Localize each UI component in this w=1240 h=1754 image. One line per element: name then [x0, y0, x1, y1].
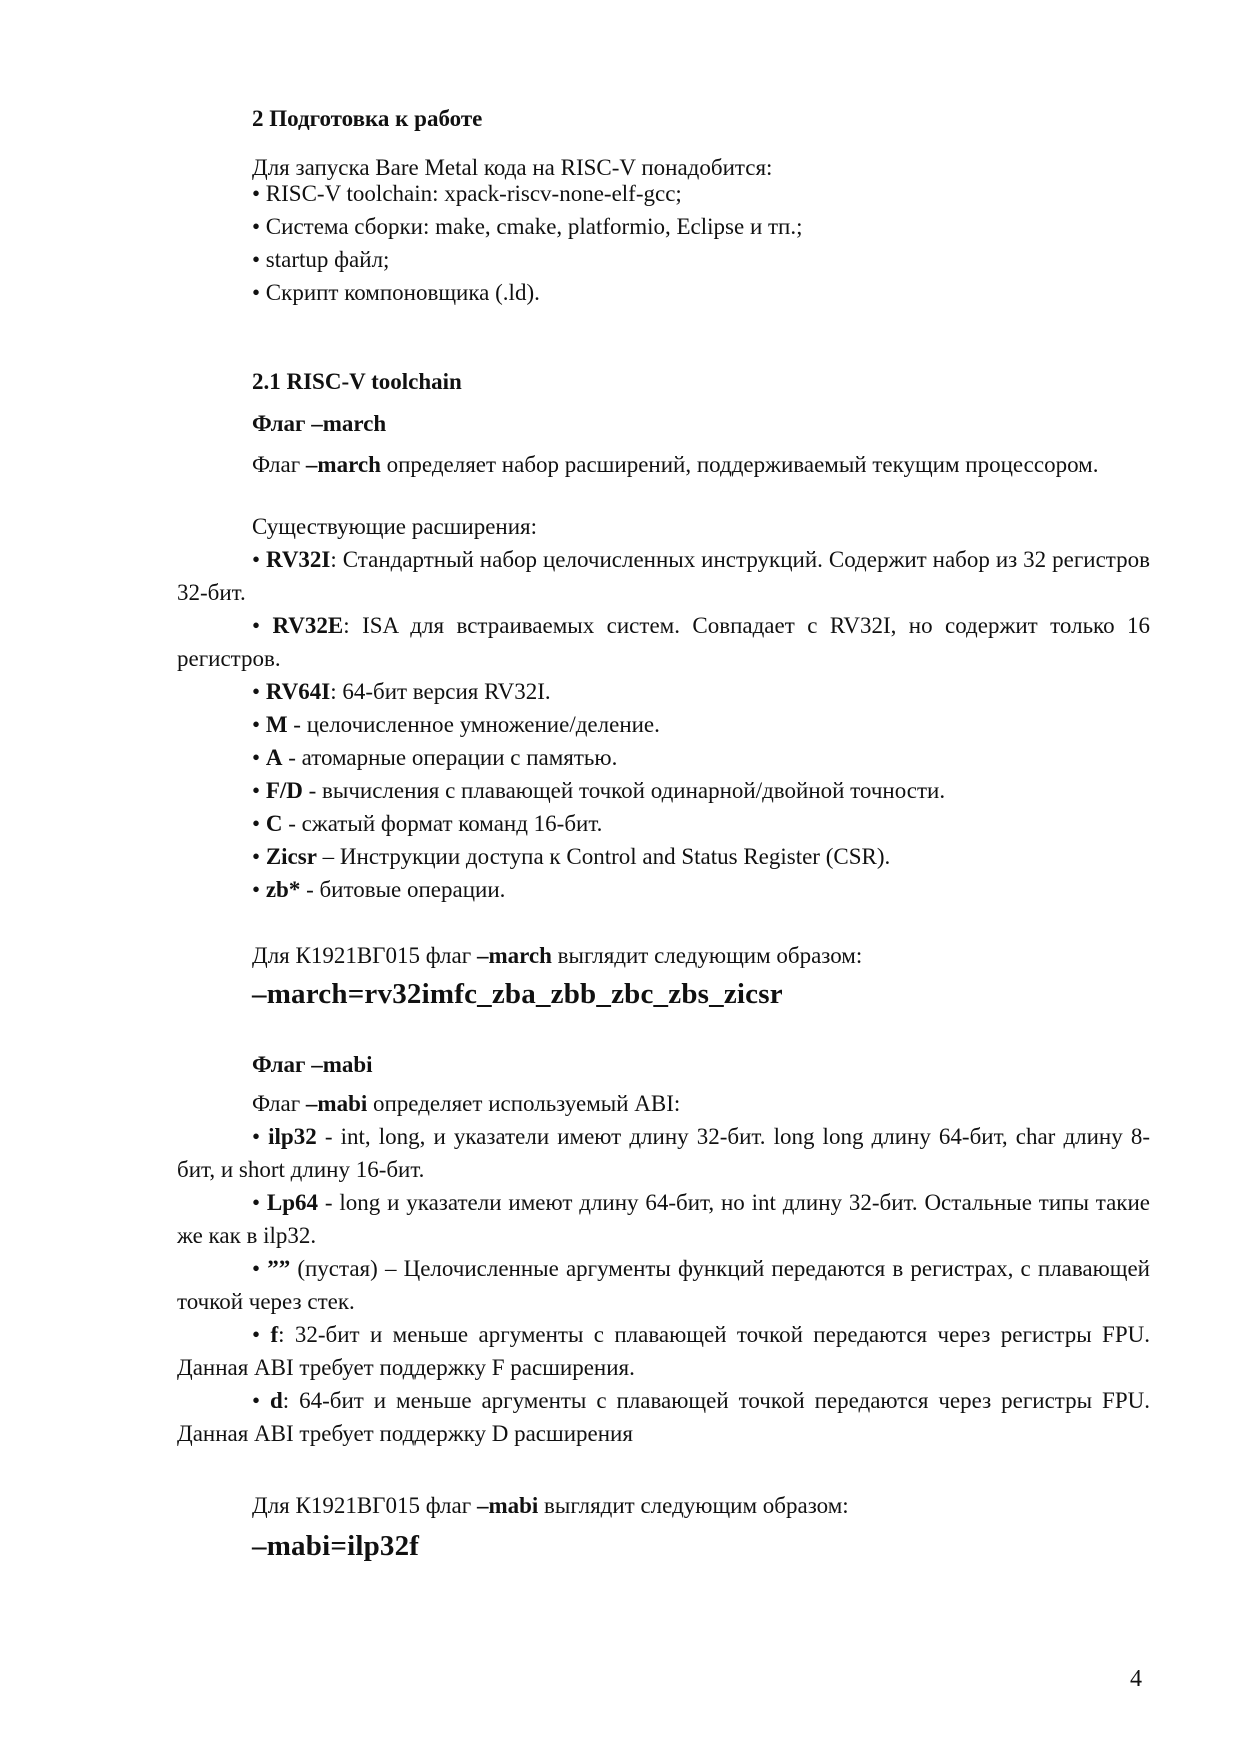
bullet: • [252, 1322, 271, 1347]
bullet: • [252, 877, 266, 902]
mabi-example-flag: –mabi [476, 1493, 539, 1518]
section-title: 2 Подготовка к работе [252, 106, 483, 131]
march-example-text [252, 939, 862, 972]
bullet: • [252, 745, 266, 770]
list-item: • startup файл; [252, 247, 390, 272]
extension-item [252, 708, 660, 741]
extension-name: RV64I [265, 679, 331, 704]
abi-option-text: - long и указатели имеют длину 64-бит, но int длину 32-бит. Остальные типы такие же как в ilp32. [177, 1190, 1150, 1248]
extension-name: A [265, 745, 283, 770]
extension-name: RV32E [272, 613, 344, 638]
extension-text: - целочисленное умножение/деление. [287, 712, 660, 737]
march-desc-prefix: Флаг [252, 452, 306, 477]
extension-item [252, 675, 551, 708]
abi-option-name: d [270, 1388, 283, 1413]
extension-item [252, 807, 602, 840]
extension-text: - вычисления с плавающей точкой одинарной/двойной точности. [302, 778, 946, 803]
abi-option [177, 1120, 1150, 1186]
extension-name: RV32I [266, 547, 331, 572]
mabi-example-prefix: Для К1921ВГ015 флаг [252, 1493, 477, 1518]
mabi-example-value: –mabi=ilp32f [252, 1530, 420, 1562]
section-intro: Для запуска Bare Metal кода на RISC-V понадобится: [252, 155, 773, 180]
extension-name: zb* [265, 877, 301, 902]
march-description [177, 448, 1150, 481]
bullet: • [252, 811, 266, 836]
extension-text: - битовые операции. [300, 877, 506, 902]
march-desc-flag: –march [305, 452, 381, 477]
extension-name: F/D [265, 778, 303, 803]
extension-name: C [265, 811, 283, 836]
extension-text: - сжатый формат команд 16-бит. [282, 811, 603, 836]
march-example-flag: –march [476, 943, 552, 968]
extension-item [252, 873, 505, 906]
bullet: • [252, 844, 266, 869]
extension-item [177, 609, 1150, 675]
extension-item [252, 774, 945, 807]
mabi-desc-prefix: Флаг [252, 1091, 306, 1116]
extension-item [252, 741, 617, 774]
mabi-example-suffix: выглядит следующим образом: [538, 1493, 849, 1518]
abi-option [177, 1318, 1150, 1384]
extension-text: – Инструкции доступа к Control and Status Register (CSR). [316, 844, 891, 869]
bullet: • [252, 712, 266, 737]
requirements-list [252, 177, 803, 309]
abi-option-name: ”” [267, 1256, 291, 1281]
abi-option [177, 1252, 1150, 1318]
bullet: • [252, 547, 267, 572]
march-desc-rest: определяет набор расширений, поддерживаемый текущим процессором. [380, 452, 1099, 477]
march-example-value: –march=rv32imfc_zba_zbb_zbc_zbs_zicsr [252, 978, 783, 1010]
page-number: 4 [1130, 1666, 1142, 1692]
extension-text: : ISA для встраиваемых систем. Совпадает с RV32I, но содержит только 16 регистров. [177, 613, 1150, 671]
mabi-example-text [252, 1489, 849, 1522]
bullet: • [252, 1388, 270, 1413]
abi-option-text: (пустая) – Целочисленные аргументы функций передаются в регистрах, с плавающей точкой через стек. [177, 1256, 1150, 1314]
mabi-desc-rest: определяет используемый ABI: [367, 1091, 681, 1116]
abi-option-name: f [270, 1322, 279, 1347]
march-example-prefix: Для К1921ВГ015 флаг [252, 943, 477, 968]
mabi-heading: Флаг –mabi [252, 1052, 373, 1077]
list-item: • Скрипт компоновщика (.ld). [252, 280, 540, 305]
extension-item [177, 543, 1150, 609]
extension-text: : 64-бит версия RV32I. [330, 679, 551, 704]
mabi-desc-flag: –mabi [305, 1091, 368, 1116]
list-item: • RISC-V toolchain: xpack-riscv-none-elf-gcc; [252, 181, 682, 206]
subsection-title: 2.1 RISC-V toolchain [252, 369, 462, 394]
bullet: • [252, 778, 266, 803]
bullet: • [252, 679, 266, 704]
abi-option [177, 1384, 1150, 1450]
march-heading: Флаг –march [252, 411, 387, 436]
extension-text: : Стандартный набор целочисленных инструкций. Содержит набор из 32 регистров 32-бит. [177, 547, 1150, 605]
extension-name: Zicsr [265, 844, 317, 869]
abi-option-text: : 32-бит и меньше аргументы с плавающей точкой передаются через регистры FPU. Данная ABI требует поддержку F расширения. [177, 1322, 1150, 1380]
abi-option-name: ilp32 [268, 1124, 317, 1149]
abi-option [177, 1186, 1150, 1252]
abi-option-name: Lp64 [266, 1190, 319, 1215]
extension-text: - атомарные операции с памятью. [282, 745, 618, 770]
bullet: • [252, 1190, 267, 1215]
march-example-suffix: выглядит следующим образом: [551, 943, 863, 968]
list-item: • Система сборки: make, cmake, platformio, Eclipse и тп.; [252, 214, 803, 239]
extensions-label: Существующие расширения: [252, 514, 537, 539]
bullet: • [252, 1256, 268, 1281]
extension-name: M [265, 712, 288, 737]
abi-option-text: : 64-бит и меньше аргументы с плавающей точкой передаются через регистры FPU. Данная ABI требует поддержку D расширения [177, 1388, 1150, 1446]
mabi-description [252, 1087, 680, 1120]
bullet: • [252, 613, 273, 638]
extension-item [252, 840, 890, 873]
bullet: • [252, 1124, 269, 1149]
abi-option-text: - int, long, и указатели имеют длину 32-бит. long long длину 64-бит, char длину 8-бит, и short длину 16-бит. [177, 1124, 1150, 1182]
